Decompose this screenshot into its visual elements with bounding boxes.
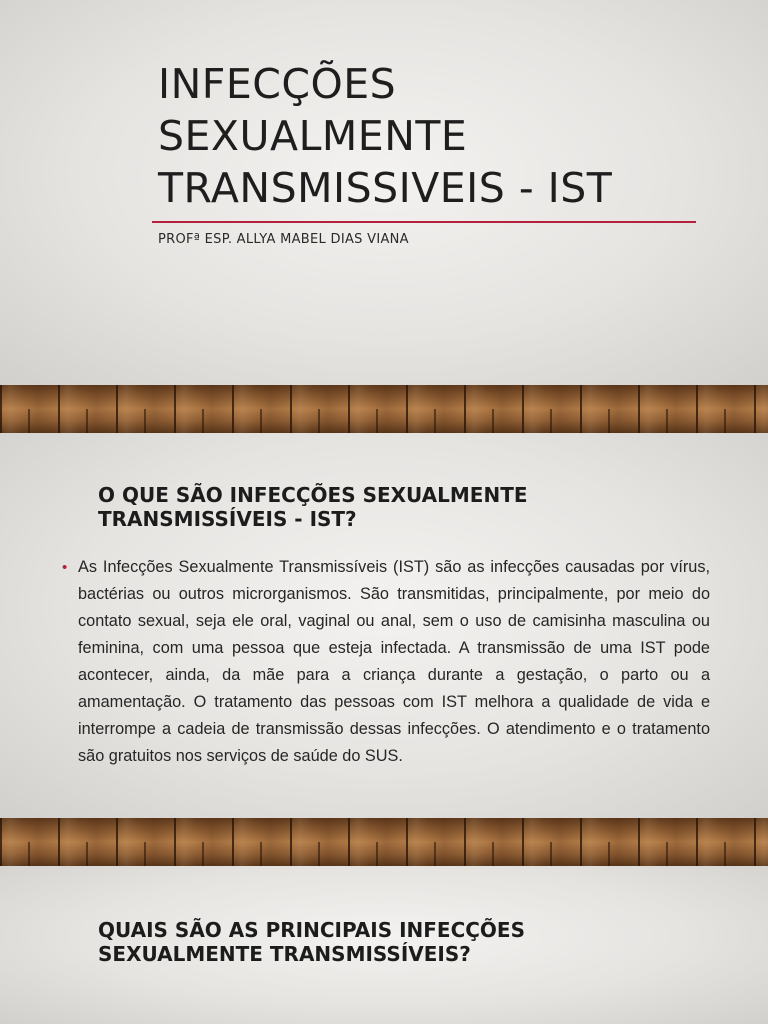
presenter-name: PROFª ESP. ALLYA MABEL DIAS VIANA: [158, 232, 409, 247]
slide-definition: [0, 433, 768, 818]
bullet-text: As Infecções Sexualmente Transmissíveis (IST) são as infecções causadas por vírus, bactérias ou outros microrganismos. São transmitidas, principalmente, por meio do contato sexual, seja ele oral, vaginal ou anal, sem o uso de camisinha masculina ou feminina, com uma pessoa que esteja infectada. A transmissão de uma IST pode acontecer, ainda, da mãe para a criança durante a gestação, o parto ou a amamentação. O tratamento das pessoas com IST melhora a qualidade de vida e interrompe a cadeia de transmissão dessas infecções. O atendimento e o tratamento são gratuitos nos serviços de saúde do SUS.: [78, 558, 710, 765]
presentation-title: [158, 58, 718, 214]
bullet-dot-icon: •: [62, 559, 68, 576]
slide-heading: [98, 483, 658, 531]
bullet-item: [60, 554, 710, 770]
heading-line: TRANSMISSÍVEIS - IST?: [98, 507, 357, 531]
heading-line: SEXUALMENTE TRANSMISSÍVEIS?: [98, 942, 471, 966]
wood-floor-band: [0, 818, 768, 866]
title-line: INFECÇÕES: [158, 60, 397, 108]
heading-line: O QUE SÃO INFECÇÕES SEXUALMENTE: [98, 483, 528, 507]
title-line: TRANSMISSIVEIS - IST: [158, 164, 613, 212]
title-divider: [152, 221, 696, 223]
heading-line: QUAIS SÃO AS PRINCIPAIS INFECÇÕES: [98, 918, 526, 942]
slide-main-infections: [0, 866, 768, 1024]
title-line: SEXUALMENTE: [158, 112, 468, 160]
slide-heading: [98, 918, 658, 966]
wood-floor-band: [0, 385, 768, 433]
slide-title: [0, 0, 768, 385]
